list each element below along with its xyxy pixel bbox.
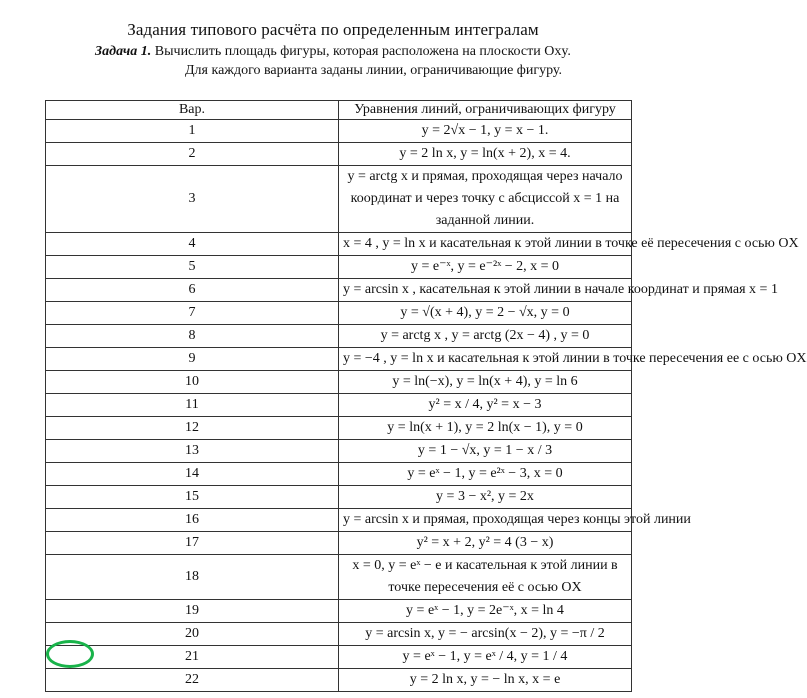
variant-number: 20 [46,623,339,646]
variant-number: 21 [46,646,339,669]
variant-number: 9 [46,348,339,371]
variant-number: 22 [46,669,339,692]
variant-equations: y = 1 − √x, y = 1 − x / 3 [339,440,632,463]
table-row [46,120,632,143]
variant-number: 16 [46,509,339,532]
table-row [46,302,632,325]
variant-equations: x = 4 , y = ln x и касательная к этой линии в точке её пересечения с осью OX [339,233,632,256]
variant-equations: y = arctg x и прямая, проходящая через начало координат и через точку с абсциссой x = 1 на заданной линии. [339,166,632,233]
variant-number: 19 [46,600,339,623]
task-label: Задача 1. [95,44,152,59]
task-text: Вычислить площадь фигуры, которая расположена на плоскости Oxy. [154,44,571,59]
variant-equations: y = arcsin x и прямая, проходящая через концы этой линии [339,509,632,532]
variant-number: 7 [46,302,339,325]
variant-number: 1 [46,120,339,143]
variant-number: 13 [46,440,339,463]
column-header-equations: Уравнения линий, ограничивающих фигуру [339,101,632,120]
variant-number: 4 [46,233,339,256]
table-row [46,440,632,463]
variant-equations: y = 3 − x², y = 2x [339,486,632,509]
table-row [46,371,632,394]
column-header-variant: Вар. [46,101,339,120]
table-row [46,532,632,555]
task-heading [0,44,666,60]
variant-equations: y = e⁻ˣ, y = e⁻²ˣ − 2, x = 0 [339,256,632,279]
variant-equations: x = 0, y = eˣ − e и касательная к этой линии в точке пересечения её с осью OX [339,555,632,600]
variant-equations: y = 2 ln x, y = − ln x, x = e [339,669,632,692]
variant-number: 5 [46,256,339,279]
table-header-row [46,101,632,120]
variant-number: 18 [46,555,339,600]
variant-equations: y = √(x + 4), y = 2 − √x, y = 0 [339,302,632,325]
table-row [46,233,632,256]
variant-equations: y = arcsin x, y = − arcsin(x − 2), y = −π / 2 [339,623,632,646]
variant-number: 8 [46,325,339,348]
variant-equations: y = 2 ln x, y = ln(x + 2), x = 4. [339,143,632,166]
variant-equations: y = eˣ − 1, y = 2e⁻ˣ, x = ln 4 [339,600,632,623]
table-row [46,646,632,669]
table-row [46,600,632,623]
table-row [46,166,632,233]
variant-number: 15 [46,486,339,509]
table-row [46,256,632,279]
table-row [46,509,632,532]
variant-equations: y = eˣ − 1, y = eˣ / 4, y = 1 / 4 [339,646,632,669]
variant-number: 2 [46,143,339,166]
variant-number: 6 [46,279,339,302]
table-row [46,463,632,486]
variant-number: 17 [46,532,339,555]
variant-equations: y = arctg x , y = arctg (2x − 4) , y = 0 [339,325,632,348]
variant-number: 12 [46,417,339,440]
table-row [46,279,632,302]
variant-equations: y = ln(x + 1), y = 2 ln(x − 1), y = 0 [339,417,632,440]
table-row [46,325,632,348]
variant-equations: y² = x / 4, y² = x − 3 [339,394,632,417]
variant-number: 3 [46,166,339,233]
variant-equations: y² = x + 2, y² = 4 (3 − x) [339,532,632,555]
table-row [46,555,632,600]
table-row [46,486,632,509]
table-row [46,348,632,371]
table-row [46,143,632,166]
highlight-circle-annotation [46,640,94,668]
variant-equations: y = arcsin x , касательная к этой линии в начале координат и прямая x = 1 [339,279,632,302]
table-row [46,623,632,646]
variant-number: 11 [46,394,339,417]
tasks-table [45,100,807,692]
variant-equations: y = 2√x − 1, y = x − 1. [339,120,632,143]
variant-equations: y = −4 , y = ln x и касательная к этой линии в точке пересечения ее с осью OX [339,348,632,371]
table-row [46,669,632,692]
table-row [46,417,632,440]
variant-equations: y = ln(−x), y = ln(x + 4), y = ln 6 [339,371,632,394]
variant-number: 10 [46,371,339,394]
page-title: Задания типового расчёта по определенным интегралам [127,20,539,39]
table-row [46,394,632,417]
variant-equations: y = eˣ − 1, y = e²ˣ − 3, x = 0 [339,463,632,486]
task-subtitle: Для каждого варианта заданы линии, ограничивающие фигуру. [185,63,563,78]
variant-number: 14 [46,463,339,486]
